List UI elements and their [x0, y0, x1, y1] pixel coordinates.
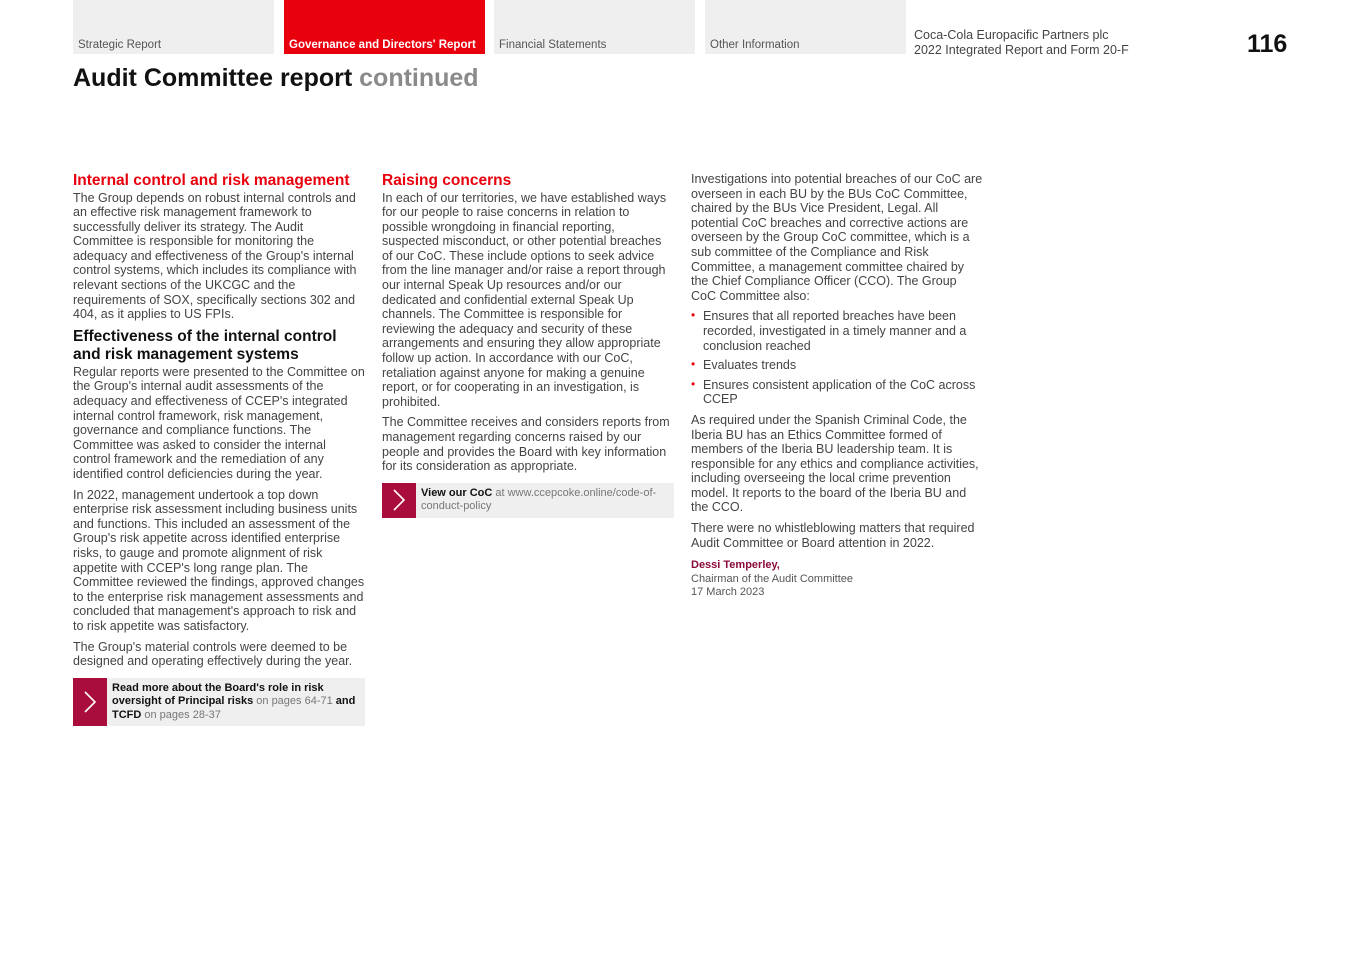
read-more-callout[interactable] [73, 678, 365, 727]
signatory-role: Chairman of the Audit Committee [691, 572, 854, 585]
tab-strategic-report[interactable] [73, 0, 274, 54]
list-item [691, 309, 983, 353]
tab-other-information[interactable] [705, 0, 906, 54]
list-item [691, 378, 983, 407]
paragraph: In each of our territories, we have established ways for our people to raise concerns in relation to possible wrongdoing in financial reporting, suspected misconduct, or other potential breaches of our CoC. These include options to seek advice from the line manager and/or raise a report through our internal Speak Up resources and/or our dedicated and confidential external Speak Up channels. The Committee is responsible for reviewing the adequacy and security of these arrangements and ensuring they allow appropriate follow up action. In accordance with our CoC, retaliation against anyone for making a genuine report, or for cooperating in an investigation, is prohibited. [382, 190, 667, 409]
list-item-text: Ensures consistent application of the CoC across CCEP [703, 377, 976, 407]
paragraph: The Group depends on robust internal controls and an effective risk management framework to successfully deliver its strategy. The Audit Committee is responsible for monitoring the adequacy and effectiveness of the Group's internal control systems, which includes its compliance with relevant sections of the UKCGC and the requirements of SOX, specifically sections 302 and 404, as it applies to US FPIs. [73, 190, 357, 322]
paragraph: The Committee receives and considers reports from management regarding concerns raised by our people and provides the Board with key information for its consideration as appropriate. [382, 415, 670, 474]
list-item-text: Ensures that all reported breaches have been recorded, investigated in a timely manner and a conclusion reached [703, 309, 967, 353]
paragraph: Investigations into potential breaches of our CoC are overseen in each BU by the BUs CoC Committee, chaired by the BUs Vice President, Legal. All potential CoC breaches and corrective actions are overseen by the Group CoC committee, which is a sub committee of the Compliance and Risk Committee, a management committee chaired by the Chief Compliance Officer (CCO). The Group CoC Committee also: [691, 172, 983, 303]
section-heading-internal-control: Internal control and risk management [73, 172, 350, 189]
paragraph: There were no whistleblowing matters that required Audit Committee or Board attention in 2022. [691, 521, 975, 550]
callout-pages: on pages 64-71 [253, 695, 336, 708]
report-name: 2022 Integrated Report and Form 20-F [914, 43, 1129, 57]
page-number: 116 [1247, 30, 1288, 58]
tab-label: Other Information [710, 39, 800, 51]
view-coc-callout[interactable] [382, 483, 674, 518]
callout-text [107, 678, 365, 727]
signatory-name: Dessi Temperley, [691, 559, 780, 572]
signature-date: 17 March 2023 [691, 586, 765, 599]
callout-link[interactable]: and TCFD [112, 695, 356, 721]
bullet-icon: • [691, 376, 696, 391]
callout-link[interactable]: Read more about the Board's role in risk oversight of Principal risks [112, 681, 324, 708]
bullet-list [691, 309, 983, 407]
bullet-icon: • [691, 357, 696, 372]
tab-label: Governance and Directors' Report [289, 39, 476, 51]
bullet-icon: • [691, 308, 696, 323]
paragraph: In 2022, management undertook a top down enterprise risk assessment including business units and functions. This included an assessment of the Group's risk appetite across identified enterprise risks, to gauge and promote alignment of risk appetite with CCEP's long range plan. The Committee reviewed the findings, approved changes to the enterprise risk management assessments and concluded that management's approach to risk and to risk appetite was satisfactory. [73, 487, 365, 633]
column-raising-concerns [382, 172, 674, 518]
callout-text [416, 483, 674, 518]
section-heading-raising-concerns: Raising concerns [382, 172, 512, 189]
paragraph: Regular reports were presented to the Committee on the Group's internal audit assessments of the adequacy and effectiveness of CCEP's integrated internal control framework, risk management, governance and compliance functions. The Committee was asked to consider the internal control framework and the remediation of any identified control deficiencies during the year. [73, 364, 365, 481]
page-title-main: Audit Committee report [73, 64, 353, 92]
list-item [691, 358, 983, 373]
tab-governance-report[interactable] [284, 0, 485, 54]
callout-pages: on pages 28-37 [141, 708, 221, 721]
list-item-text: Evaluates trends [703, 358, 797, 373]
callout-link[interactable]: View our CoC [421, 486, 493, 499]
page-title [73, 64, 479, 93]
column-internal-control [73, 172, 365, 726]
paragraph: The Group's material controls were deemed to be designed and operating effectively during the year. [73, 639, 353, 669]
tab-label: Strategic Report [78, 39, 162, 51]
page-title-suffix: continued [359, 64, 479, 92]
tab-financial-statements[interactable] [494, 0, 695, 54]
chevron-right-icon[interactable] [382, 483, 416, 518]
callout-url[interactable]: at www.ccepcoke.online/code-of-conduct-policy [421, 486, 657, 513]
company-name: Coca-Cola Europacific Partners plc [914, 28, 1109, 42]
company-report-title [914, 28, 1129, 58]
chevron-right-icon[interactable] [73, 678, 107, 727]
paragraph: As required under the Spanish Criminal Code, the Iberia BU has an Ethics Committee formed of members of the Iberia BU leadership team. It is responsible for any ethics and compliance activities, including overseeing the local crime prevention model. It reports to the board of the Iberia BU and the CCO. [691, 412, 979, 515]
tab-label: Financial Statements [499, 39, 607, 51]
section-heading-effectiveness: Effectiveness of the internal control and risk management systems [73, 327, 337, 364]
column-investigations [691, 172, 983, 600]
